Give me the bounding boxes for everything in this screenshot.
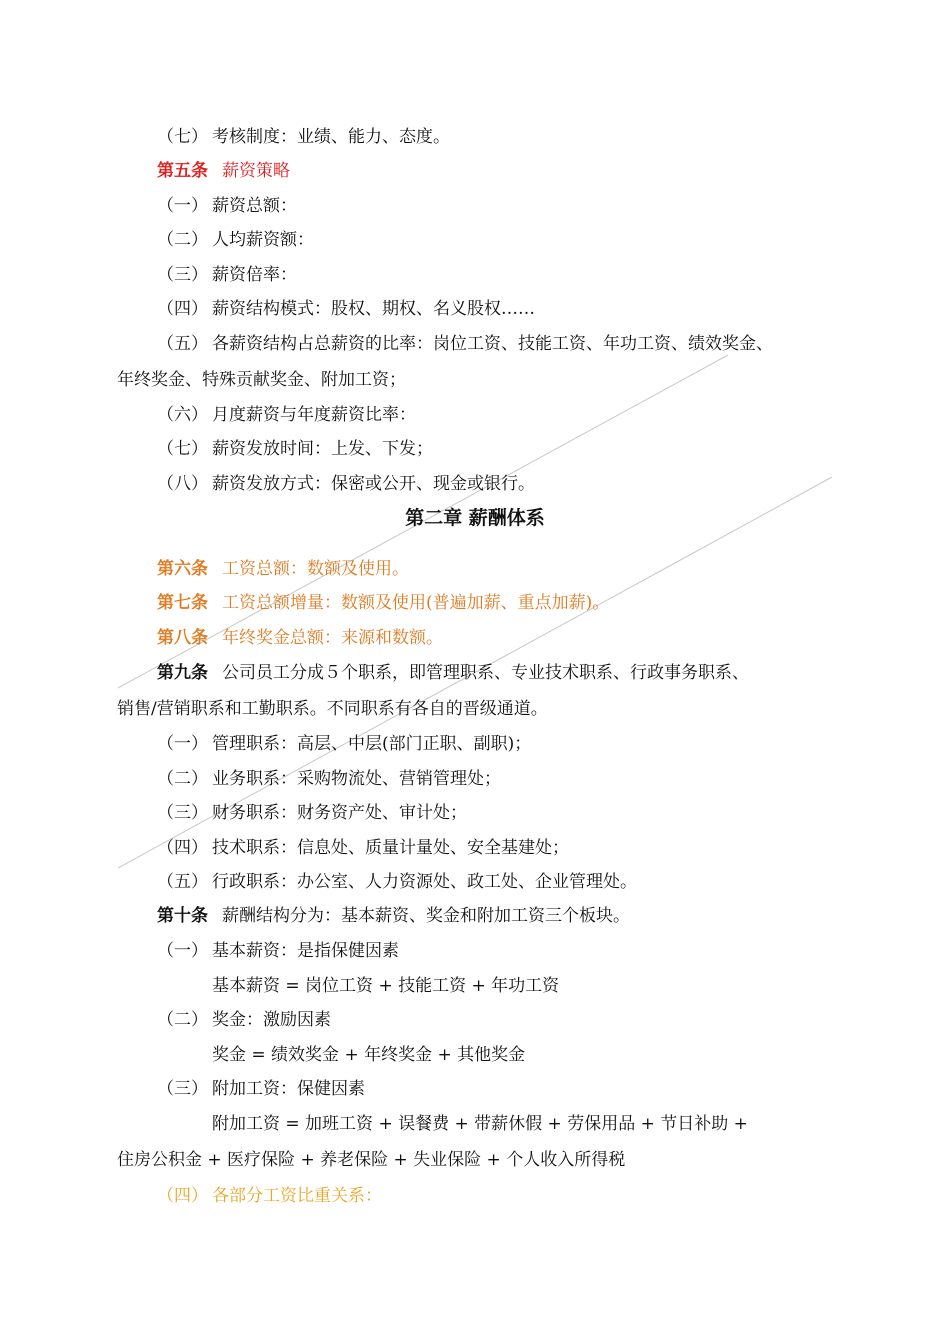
article-10: 第十条 薪酬结构分为：基本薪资、奖金和附加工资三个板块。 xyxy=(157,906,630,926)
list-item: （四） 技术职系：信息处、质量计量处、安全基建处； xyxy=(157,838,569,858)
formula-line: 基本薪资 = 岗位工资 + 技能工资 + 年功工资 xyxy=(212,976,560,996)
chapter-title: 第二章 薪酬体系 xyxy=(405,507,545,529)
article-8: 第八条 年终奖金总额：来源和数额。 xyxy=(157,628,443,648)
article-7: 第七条 工资总额增量：数额及使用(普遍加薪、重点加薪)。 xyxy=(157,593,610,613)
formula-line-continuation: 住房公积金 + 医疗保险 + 养老保险 + 失业保险 + 个人收入所得税 xyxy=(117,1150,626,1170)
list-item: （六） 月度薪资与年度薪资比率： xyxy=(157,405,416,425)
list-item: （八） 薪资发放方式：保密或公开、现金或银行。 xyxy=(157,474,535,494)
list-item: （四） 薪资结构模式：股权、期权、名义股权…… xyxy=(157,299,535,319)
list-item: （二） 奖金：激励因素 xyxy=(157,1010,331,1030)
article-label: 第五条 xyxy=(157,161,208,181)
list-item-continuation: 年终奖金、特殊贡献奖金、附加工资； xyxy=(117,370,406,390)
article-9: 第九条 公司员工分成５个职系，即管理职系、专业技术职系、行政事务职系、 xyxy=(157,663,749,683)
list-item: （五） 各薪资结构占总薪资的比率：岗位工资、技能工资、年功工资、绩效奖金、 xyxy=(157,334,773,354)
formula-line: 附加工资 = 加班工资 + 误餐费 + 带薪休假 + 劳保用品 + 节日补助 + xyxy=(212,1114,748,1134)
article-5: 第五条 薪资策略 xyxy=(157,161,290,181)
list-item: （三） 财务职系：财务资产处、审计处； xyxy=(157,803,467,823)
list-item: （二） 人均薪资额： xyxy=(157,230,314,250)
article-6: 第六条 工资总额：数额及使用。 xyxy=(157,559,409,579)
list-item: （七） 薪资发放时间：上发、下发； xyxy=(157,439,433,459)
list-item-highlight: （四） 各部分工资比重关系： xyxy=(157,1186,382,1206)
list-item: （一） 管理职系：高层、中层(部门正职、副职)； xyxy=(157,734,532,754)
formula-line: 奖金 = 绩效奖金 + 年终奖金 + 其他奖金 xyxy=(212,1045,526,1065)
list-item: （一） 基本薪资：是指保健因素 xyxy=(157,941,399,961)
list-item: （二） 业务职系：采购物流处、营销管理处； xyxy=(157,769,501,789)
list-item: （五） 行政职系：办公室、人力资源处、政工处、企业管理处。 xyxy=(157,872,637,892)
list-item: （一） 薪资总额： xyxy=(157,196,297,216)
item-7-assessment: （七） 考核制度：业绩、能力、态度。 xyxy=(157,127,450,147)
list-item: （三） 附加工资：保健因素 xyxy=(157,1079,365,1099)
list-item: （三） 薪资倍率： xyxy=(157,265,297,285)
article-9-continuation: 销售/营销职系和工勤职系。不同职系有各自的晋级通道。 xyxy=(117,699,548,719)
